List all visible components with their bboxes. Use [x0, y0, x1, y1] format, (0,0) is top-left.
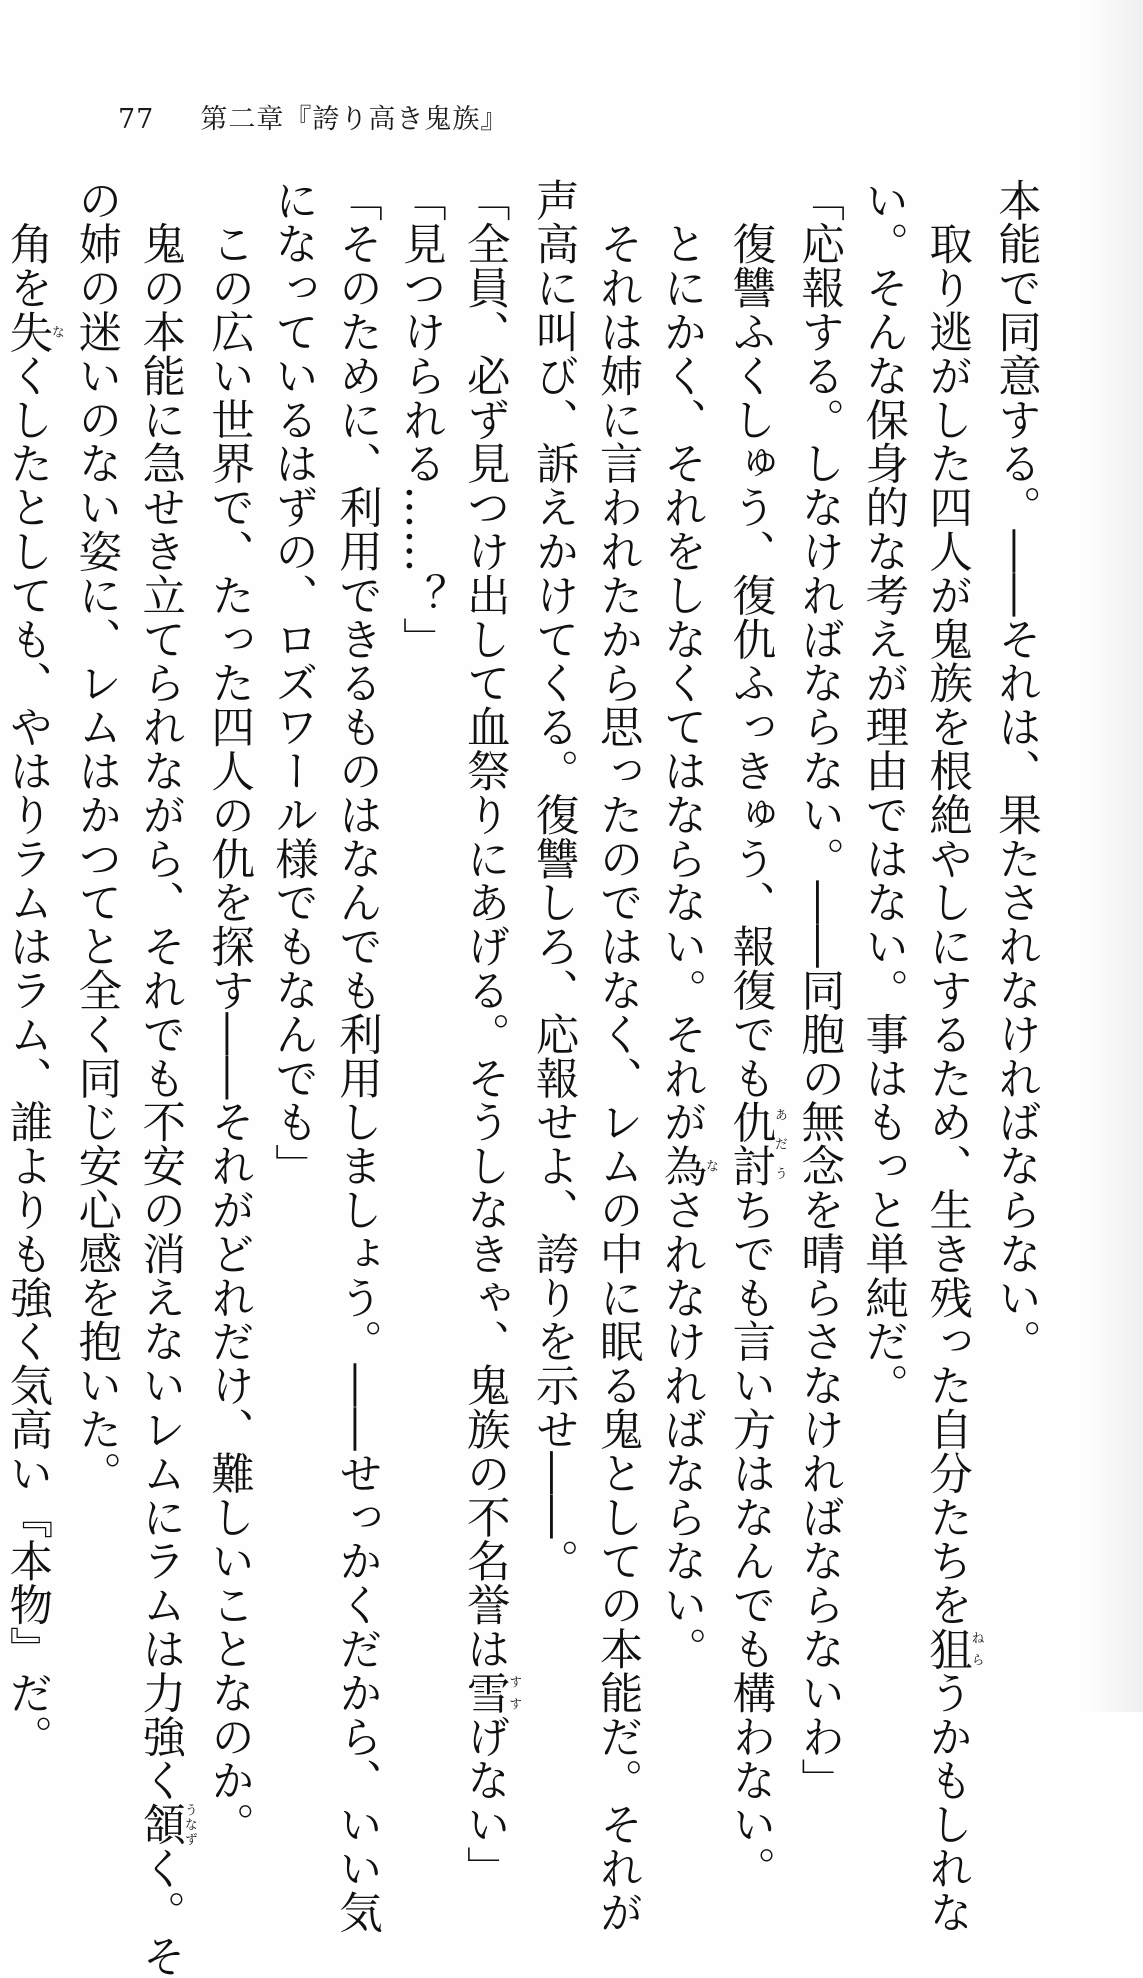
text-line: 復讐ふくしゅう、復仇ふっきゅう、報復でも仇討あだうちでも言い方はなんでも構わない。: [725, 178, 787, 1891]
text-line: とにかく、それをしなくてはならない。それが為なされなければならない。: [656, 178, 718, 1671]
text-line: 「応報する。しなければならない。――同胞の無念を晴らさなければならないわ」: [794, 178, 845, 1803]
text-line: 「見つけられる……？」: [395, 178, 446, 661]
furigana: 雪すす: [459, 1670, 522, 1715]
text-line: 声高に叫び、訴えかけてくる。復讐しろ、応報せよ、誇りを示せ――。: [528, 178, 579, 1583]
text-line: 本能で同意する。――それは、果たされなければならない。: [991, 178, 1041, 1364]
page-edge-shadow: [1083, 0, 1143, 1712]
text-line: 「全員、必ず見つけ出して血祭りにあげる。そうしなきゃ、鬼族の不名誉は雪すすげない」: [459, 178, 522, 1891]
furigana: 失な: [2, 309, 64, 354]
text-line: 鬼の本能に急せき立てられながら、それでも不安の消えないレムにラムは力強く頷うなずく。そ: [135, 178, 197, 1978]
text-line: い。そんな保身的な考えが理由ではない。事はもっと単純だ。: [858, 178, 909, 1408]
text-line: 角を失なくしたとしても、やはりラムはラム、誰よりも強く気高い『本物』だ。: [2, 178, 64, 1759]
page-header: [118, 97, 508, 136]
text-line: それは姉に言われたから思ったのではなく、レムの中に眠る鬼としての本能だ。それが: [592, 178, 643, 1934]
text-line: になっているはずの、ロズワール様でもなんでも」: [268, 178, 319, 1188]
page-number: 77: [118, 104, 155, 135]
text-line: 取り逃がした四人が鬼族を根絶やしにするため、生き残った自分たちを狙ねらうかもしれな: [922, 178, 984, 1935]
text-line: この広い世界で、たった四人の仇を探す――それがどれだけ、難しいことなのか。: [204, 178, 255, 1847]
furigana: 為な: [656, 1143, 718, 1188]
vertical-text-body: [2, 178, 1047, 1978]
furigana: 仇討あだう: [725, 1099, 787, 1188]
text-line: 「そのために、利用できるものはなんでも利用しましょう。――せっかくだから、いい気: [331, 178, 382, 1934]
furigana: 頷うなず: [135, 1802, 197, 1847]
furigana: 狙ねら: [922, 1626, 984, 1671]
text-line: の姉の迷いのない姿に、レムはかつてと全く同じ安心感を抱いた。: [71, 178, 122, 1495]
chapter-title: 第二章『誇り高き鬼族』: [200, 104, 509, 135]
